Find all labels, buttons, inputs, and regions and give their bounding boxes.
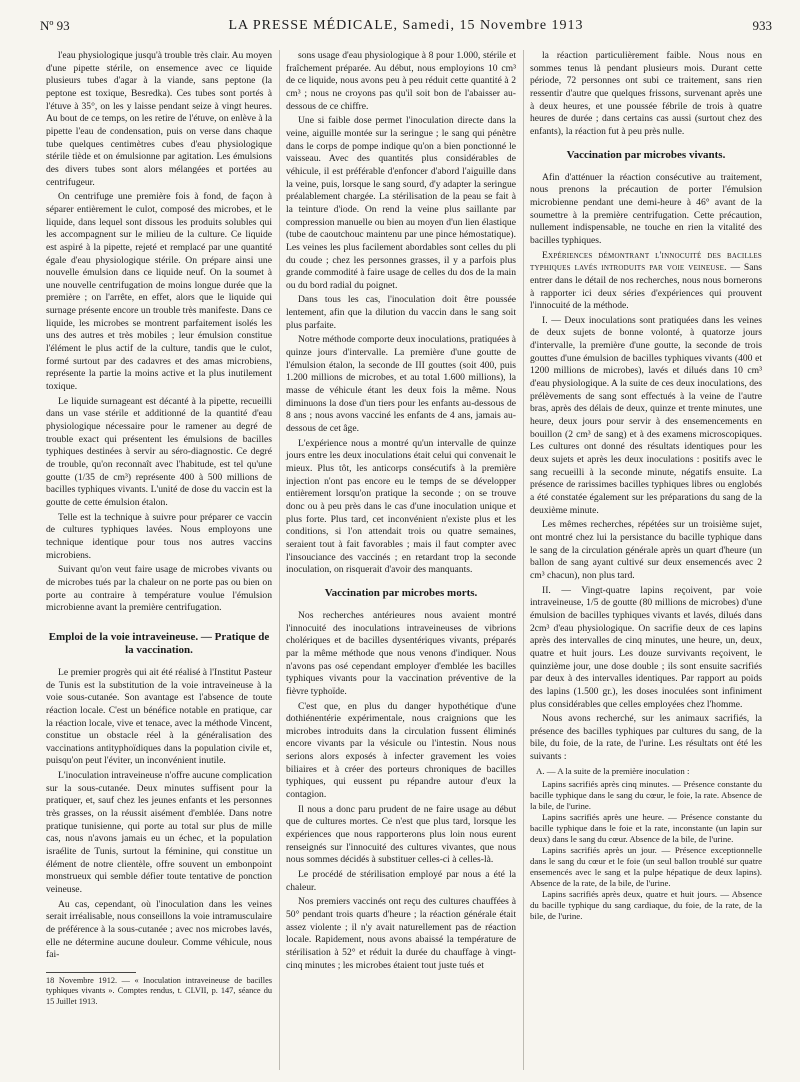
paragraph: L'inoculation intraveineuse n'offre aucune complication sur la sous-cutanée. Deux minutes suffisent pour la pratiquer, et, sauf chez les jeunes enfants et les personnes très grasses, on la réussit aisément d'emblée. Dans notre pratique tunisienne, qui porte au total sur plus de mille cas, nous n'avons jamais eu un échec, et la population israélite de Tunis, surtout la féminine, qui constitue un élément de notre clientèle, offre souvent un embonpoint monstrueux qui semble défier toute tentative de ponction veineuse.: [46, 770, 272, 896]
paragraph: Notre méthode comporte deux inoculations, pratiquées à quinze jours d'intervalle. La première d'une goutte de l'émulsion étalon, la seconde de III gouttes (soit 400, puis 1.200 millions de microbes, et au total 1.600 millions), la masse de véhicule étant les deux fois la même. Nous diminuons la dose d'un tiers pour les enfants au-dessous de 8 ans ; nous avons vacciné les enfants de 4 ans, jamais au-dessous de cet âge.: [286, 334, 516, 435]
experiments-text: — Sans entrer dans le détail de nos recherches, nous nous bornerons à rapporter ici deux séries d'expériences qui prouvent l'innocuité de la méthode.: [530, 262, 763, 312]
paragraph: Au cas, cependant, où l'inoculation dans les veines serait irréalisable, nous conseillons la voie intramusculaire de préférence à la sous-cutanée ; avec nos microbes lavés, elle ne détermine aucune douleur. Comme véhicule, nous fai-: [46, 898, 272, 961]
paragraph: Il nous a donc paru prudent de ne faire usage au début que de cultures mortes. Ce n'est que plus tard, lorsque les expériences que nous rapporterons plus loin nous eurent renseignés sur l'innocuité des cultures vivantes, que nous nous sommes décidés à substituer celles-ci à celles-là.: [286, 803, 516, 866]
paragraph: Le liquide surnageant est décanté à la pipette, recueilli dans un vase stérile et additionné de la quantité d'eau physiologique nécessaire pour le ramener au degré de trouble exact qui présentent les émulsions de bacilles typhiques destinées à servir au séro-diagnostic. Ce degré de trouble, qu'on reconnaît avec l'habitude, est tel qu'une goutte (1/35 de cm³) représente 400 à 500 millions de bacilles typhiques vivants. L'unité de dose du vaccin est la goutte de cette émulsion étalon.: [46, 395, 272, 508]
result-item: Lapins sacrifiés après cinq minutes. — Présence constante du bacille typhique dans le sang du cœur, le foie, la rate. Absence de la bile, de l'urine.: [530, 778, 762, 811]
column-1: [46, 50, 272, 1009]
paragraph: Le procédé de stérilisation employé par nous a été la chaleur.: [286, 869, 516, 893]
column-3: [530, 50, 762, 922]
section-heading-intraveineuse: Emploi de la voie intraveineuse. — Pratique de la vaccination.: [48, 630, 270, 656]
paragraph: Suivant qu'on veut faire usage de microbes vivants ou de microbes tués par la chaleur on ne porte pas ou bien on porte au contraire à température voulue l'émulsion microbienne avant la première centrifugation.: [46, 564, 272, 614]
footnote-rule: [46, 972, 136, 973]
issue-number: Nº 93: [40, 18, 70, 33]
paragraph: sons usage d'eau physiologique à 8 pour 1.000, stérile et fraîchement préparée. Au début, nous employions 10 cm³ de ce liquide, nous avons peu à peu réduit cette quantité à 2 cm³ ; nous ne croyons pas qu'il soit bon de l'abaisser au-dessous de ce chiffre.: [286, 50, 516, 112]
paragraph: Le premier progrès qui ait été réalisé à l'Institut Pasteur de Tunis est la substitution de la voie intraveineuse à la voie sous-cutanée. Son avantage est l'absence de toute réaction locale. C'est un bénéfice notable en pratique, car la réaction locale, vive et tenace, avec la méthode Vincent, constitue un obstacle réel à la généralisation des vaccinations antityphoïdiques dans la population civile et, puisqu'on peut l'éviter, un inconvénient inutile.: [46, 666, 272, 767]
paragraph: C'est que, en plus du danger hypothétique d'une dothiénentérie expérimentale, nous craignions que les microbes introduits dans la circulation fussent éliminés encore vivants par la vésicule ou l'intestin. Nous nous serions alors exposés à infecter gravement les voies biliaires et à créer des porteurs chroniques de bacilles typhiques, qui eussent pu répandre autour d'eux la contagion.: [286, 700, 516, 801]
paragraph: l'eau physiologique jusqu'à trouble très clair. Au moyen d'une pipette stérile, on ensemence avec ce liquide plusieurs tubes d'agar à la viande, sans peptone (la peptone est toxique, Besredka). Ces tubes sont portés à l'étuve à 35°, on les y laisse pendant seize à vingt heures. Au bout de ce temps, on les retire de l'étuve, on enlève à la pipette l'eau de condensation, puis on verse dans chaque tube quelques centimètres cubes d'eau physiologique stérile tiède et on émulsionne par agitation. Les émulsions des divers tubes sont alors mélangées et portées au centrifugeur.: [46, 50, 272, 188]
footnote: 18 Novembre 1912. — « Inoculation intraveineuse de bacilles typhiques vivants ». Comptes rendus, t. CLVII, p. 147, séance du 15 Juillet 1913.: [46, 975, 272, 1006]
page-number: 933: [752, 18, 772, 33]
result-item: Lapins sacrifiés après deux, quatre et huit jours. — Absence du bacille typhique du sang cardiaque, du foie, de la rate, de la bile, de l'urine.: [530, 888, 762, 921]
results-block: [530, 766, 762, 922]
paragraph: Nos recherches antérieures nous avaient montré l'innocuité des inoculations intraveineuses de vibrions cholériques et de bacilles dysentériques vivants, préparés par la même méthode que nous venons d'indiquer. Nous n'avons pas osé cependant employer d'emblée les bacilles typhiques vivants pour la vaccination préventive de la fièvre typhoïde.: [286, 609, 516, 697]
results-heading: A. — A la suite de la première inoculation :: [536, 765, 690, 776]
section-heading-microbes-morts: Vaccination par microbes morts.: [324, 586, 478, 599]
paragraph: L'expérience nous a montré qu'un intervalle de quinze jours entre les deux inoculations était celui qui convenait le mieux. Plus tôt, les anticorps consécutifs à la première injection n'ont pas encore eu le temps de se développer entièrement lorsqu'on pratique la seconde ; on se trouve donc ou à peu près dans le cas d'une inoculation unique et plus forte. Plus tard, cet inconvénient n'existe plus et les conditions, si l'on attendait trois ou quatre semaines, seraient tout à fait favorables ; mais il faut compter avec l'insouciance des vaccinés ; en retardant trop la seconde inoculation, on risquerait d'avoir des manquants.: [286, 437, 516, 576]
paragraph: la réaction particulièrement faible. Nous nous en sommes tenus là pendant plusieurs mois. Durant cette période, 72 personnes ont subi ce traitement, sans rien ressentir d'autre que quelques frissons, survenant après une à deux heures, et une poussée fébrile de trois à quatre heures de durée ; dans certains cas aussi (surtout chez des enfants), la réaction fut à peu près nulle.: [530, 50, 762, 137]
paragraph: Nous avons recherché, sur les animaux sacrifiés, la présence des bacilles typhiques par cultures du sang, de la bile, du foie, de la rate, de l'urine. Les résultats ont été les suivants :: [530, 713, 762, 763]
column-divider: [523, 50, 524, 1070]
paragraph: Telle est la technique à suivre pour préparer ce vaccin de cultures typhiques lavées. Nous employons une technique identique pour tous nos autres vaccins microbiens.: [46, 511, 272, 561]
paragraph: On centrifuge une première fois à fond, de façon à séparer entièrement le culot, composé des microbes, et le liquide, dans lequel sont dissous les produits solubles qui les accompagnent sur le milieu de la culture. Ce liquide est aspiré à la pipette, rejeté et remplacé par une quantité égale d'eau physiologique stérile. On prépare ainsi une nouvelle émulsion dans ce liquide neuf. On la soumet à une nouvelle centrifugation de moins longue durée que la première ; on l'arrête, en effet, alors que le liquide qui surnage présente encore un trouble très manifeste. Dans ce liquide, les microbes se montrent parfaitement isolés les uns des autres et très mobiles ; leur émulsion constitue l'élément le plus actif de la culture, tandis que le culot, formé surtout par des cadavres et des amas microbiens, représente la partie la moins active et la plus inutilement toxique.: [46, 191, 272, 393]
result-item: Lapins sacrifiés après un jour. — Présence exceptionnelle dans le sang du cœur et le foie (un seul ballon troublé sur quatre ensemencés avec le sang et la pulpe hépatique de deux lapins). Absence de la rate, de la bile, de l'urine.: [530, 844, 762, 888]
paragraph: Afin d'atténuer la réaction consécutive au traitement, nous prenons la précaution de porter l'émulsion microbienne pendant une demi-heure à 46° avant de la soumettre à la première centrifugation. Cette précaution, nullement indispensable, ne touche en rien la vitalité des bacilles typhiques.: [530, 171, 762, 246]
column-divider: [279, 50, 280, 1070]
experiments-intro: [530, 250, 762, 313]
paragraph: Nos premiers vaccinés ont reçu des cultures chauffées à 50° pendant trois quarts d'heure ; la réaction générale était assez violente ; il n'y avait naturellement pas de réaction locale. Rapidement, nous avons abaissé la température de stérilisation à 52° et réduit la durée du chauffage à vingt-cinq minutes ; les microbes étaient tout juste tués et: [286, 896, 516, 971]
experiments-title: Expériences démontrant l'innocuité des bacilles typhiques lavés introduits par voie veineuse.: [530, 249, 762, 274]
masthead: LA PRESSE MÉDICALE, Samedi, 15 Novembre 1913: [228, 18, 584, 33]
section-heading-microbes-vivants: Vaccination par microbes vivants.: [566, 148, 726, 161]
paragraph: II. — Vingt-quatre lapins reçoivent, par voie intraveineuse, 1/5 de goutte (80 millions de microbes) d'une émulsion de bacilles typhiques vivants et lavés, dilués dans 2cm³ d'eau physiologique. On sacrifie deux de ces lapins après des intervalles de cinq minutes, une heure, un, deux, quatre et huit jours. Les douze survivants reçoivent, le quinzième jour, une dose double ; ils sont ensuite sacrifiés par deux à des intervalles identiques. Par rapport au poids des lapins (1.500 gr.), les doses inoculées sont infiniment plus considérables que celles employées chez l'homme.: [530, 584, 762, 710]
paragraph: Une si faible dose permet l'inoculation directe dans la veine, aiguille montée sur la seringue ; le sang qui pénètre dans le corps de pompe indique qu'on a bien ponctionné le vaisseau. Avec des quantités plus considérables de véhicule, il est préférable d'enfoncer d'abord l'aiguille dans la veine, puis, lorsque le sang sourd, d'y adapter la seringue préalablement chargée. La stérilisation de la peau se fait à la teinture d'iode. On rend la veine plus saillante par compression manuelle ou bien au moyen d'un lien élastique (tube de caoutchouc maintenu par une pince hémostatique). Les veines les plus facilement abordables sont celles du pli du coude ; chez les personnes grasses, il y a parfois plus grande commodité à faire usage de celles du dos de la main ou du bord radial du poignet.: [286, 115, 516, 291]
paragraph: Les mêmes recherches, répétées sur un troisième sujet, ont montré chez lui la persistance du bacille typhique dans le sang de la circulation générale après un quart d'heure (un ballon de sang ayant cultivé sur deux ensemencés avec 2 cm³ chacun), non plus tard.: [530, 519, 762, 581]
page-header: [40, 18, 772, 42]
result-item: Lapins sacrifiés après une heure. — Présence constante du bacille typhique dans le foie et la rate, inconstante (un lapin sur deux) dans le sang du cœur. Absence de la bile, de l'urine.: [530, 811, 762, 844]
column-2: [286, 50, 516, 974]
paragraph: Dans tous les cas, l'inoculation doit être poussée lentement, afin que la dilution du vaccin dans le sang soit plus parfaite.: [286, 294, 516, 331]
paragraph: I. — Deux inoculations sont pratiquées dans les veines de deux sujets de bonne volonté, à quatorze jours d'intervalle, la première d'une goutte, la seconde de trois gouttes d'une émulsion de bacilles typhiques vivants (400 et 1200 millions de microbes), lavés et dilués dans 10 cm³ d'eau physiologique. A la suite de ces deux inoculations, des prélèvements de sang sont effectués à la veine de l'autre bras, après des délais de deux, quinze et trente minutes, une heure, deux jours pour servir à des ensemencements en bouillon (2 cm³ de sang) et à des examens microscopiques. Les cultures ont donné des résultats identiques pour les deux sujets et après les deux inoculations : positifs avec le sang recueilli à la seconde minute, négatifs ensuite. La présence de rarissimes bacilles typhiques libres ou englobés a été constatée également sur les préparations du sang de la deuxième minute.: [530, 314, 762, 516]
